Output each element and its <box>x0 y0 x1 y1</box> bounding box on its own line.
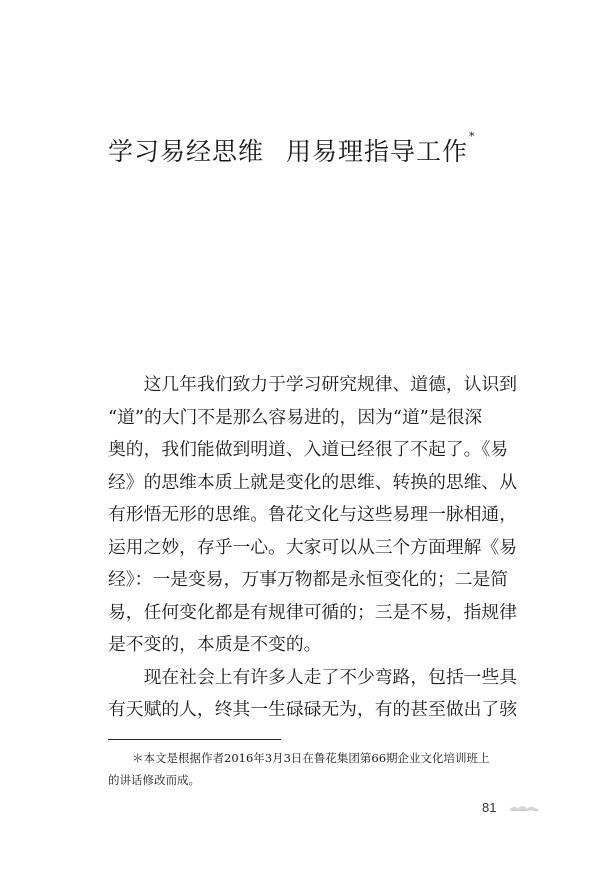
paragraph-1 <box>108 369 528 662</box>
footnote-line: 的讲话修改而成。 <box>108 773 200 787</box>
text-line: 现在社会上有许多人走了不少弯路，包括一些具 <box>143 666 518 688</box>
article-title <box>108 132 476 168</box>
text-line: 是不变的，本质是不变的。 <box>108 634 322 655</box>
cloud-ornament-icon <box>508 803 540 813</box>
paragraph-2 <box>108 662 528 727</box>
footnote-line: ＊本文是根据作者2016年3月3日在鲁花集团第66期企业文化培训班上 <box>132 751 490 765</box>
text-line: 奥的，我们能做到明道、入道已经很了不起了。《易 <box>108 439 509 460</box>
title-part-2: 用易理指导工作 <box>286 137 469 166</box>
text-line: 经》的思维本质上就是变化的思维、转换的思维、从 <box>108 471 517 493</box>
text-line: 这几年我们致力于学习研究规律、道德，认识到 <box>143 374 518 395</box>
page-number: 81 <box>482 800 497 815</box>
footnote <box>108 747 533 791</box>
text-line: “道”的大门不是那么容易进的，因为“道”是很深 <box>108 406 483 428</box>
text-line: 有天赋的人，终其一生碌碌无为，有的甚至做出了骇 <box>108 699 517 720</box>
body-text <box>108 369 528 727</box>
footnote-divider <box>108 739 281 740</box>
text-line: 经》：一是变易，万事万物都是永恒变化的；二是简 <box>108 569 509 590</box>
text-line: 运用之妙，存乎一心。大家可以从三个方面理解《易 <box>108 536 517 558</box>
footnote-marker: * <box>469 130 476 143</box>
title-part-1: 学习易经思维 <box>108 137 265 166</box>
text-line: 有形悟无形的思维。鲁花文化与这些易理一脉相通， <box>108 504 517 525</box>
text-line: 易，任何变化都是有规律可循的；三是不易，指规律 <box>108 601 517 623</box>
